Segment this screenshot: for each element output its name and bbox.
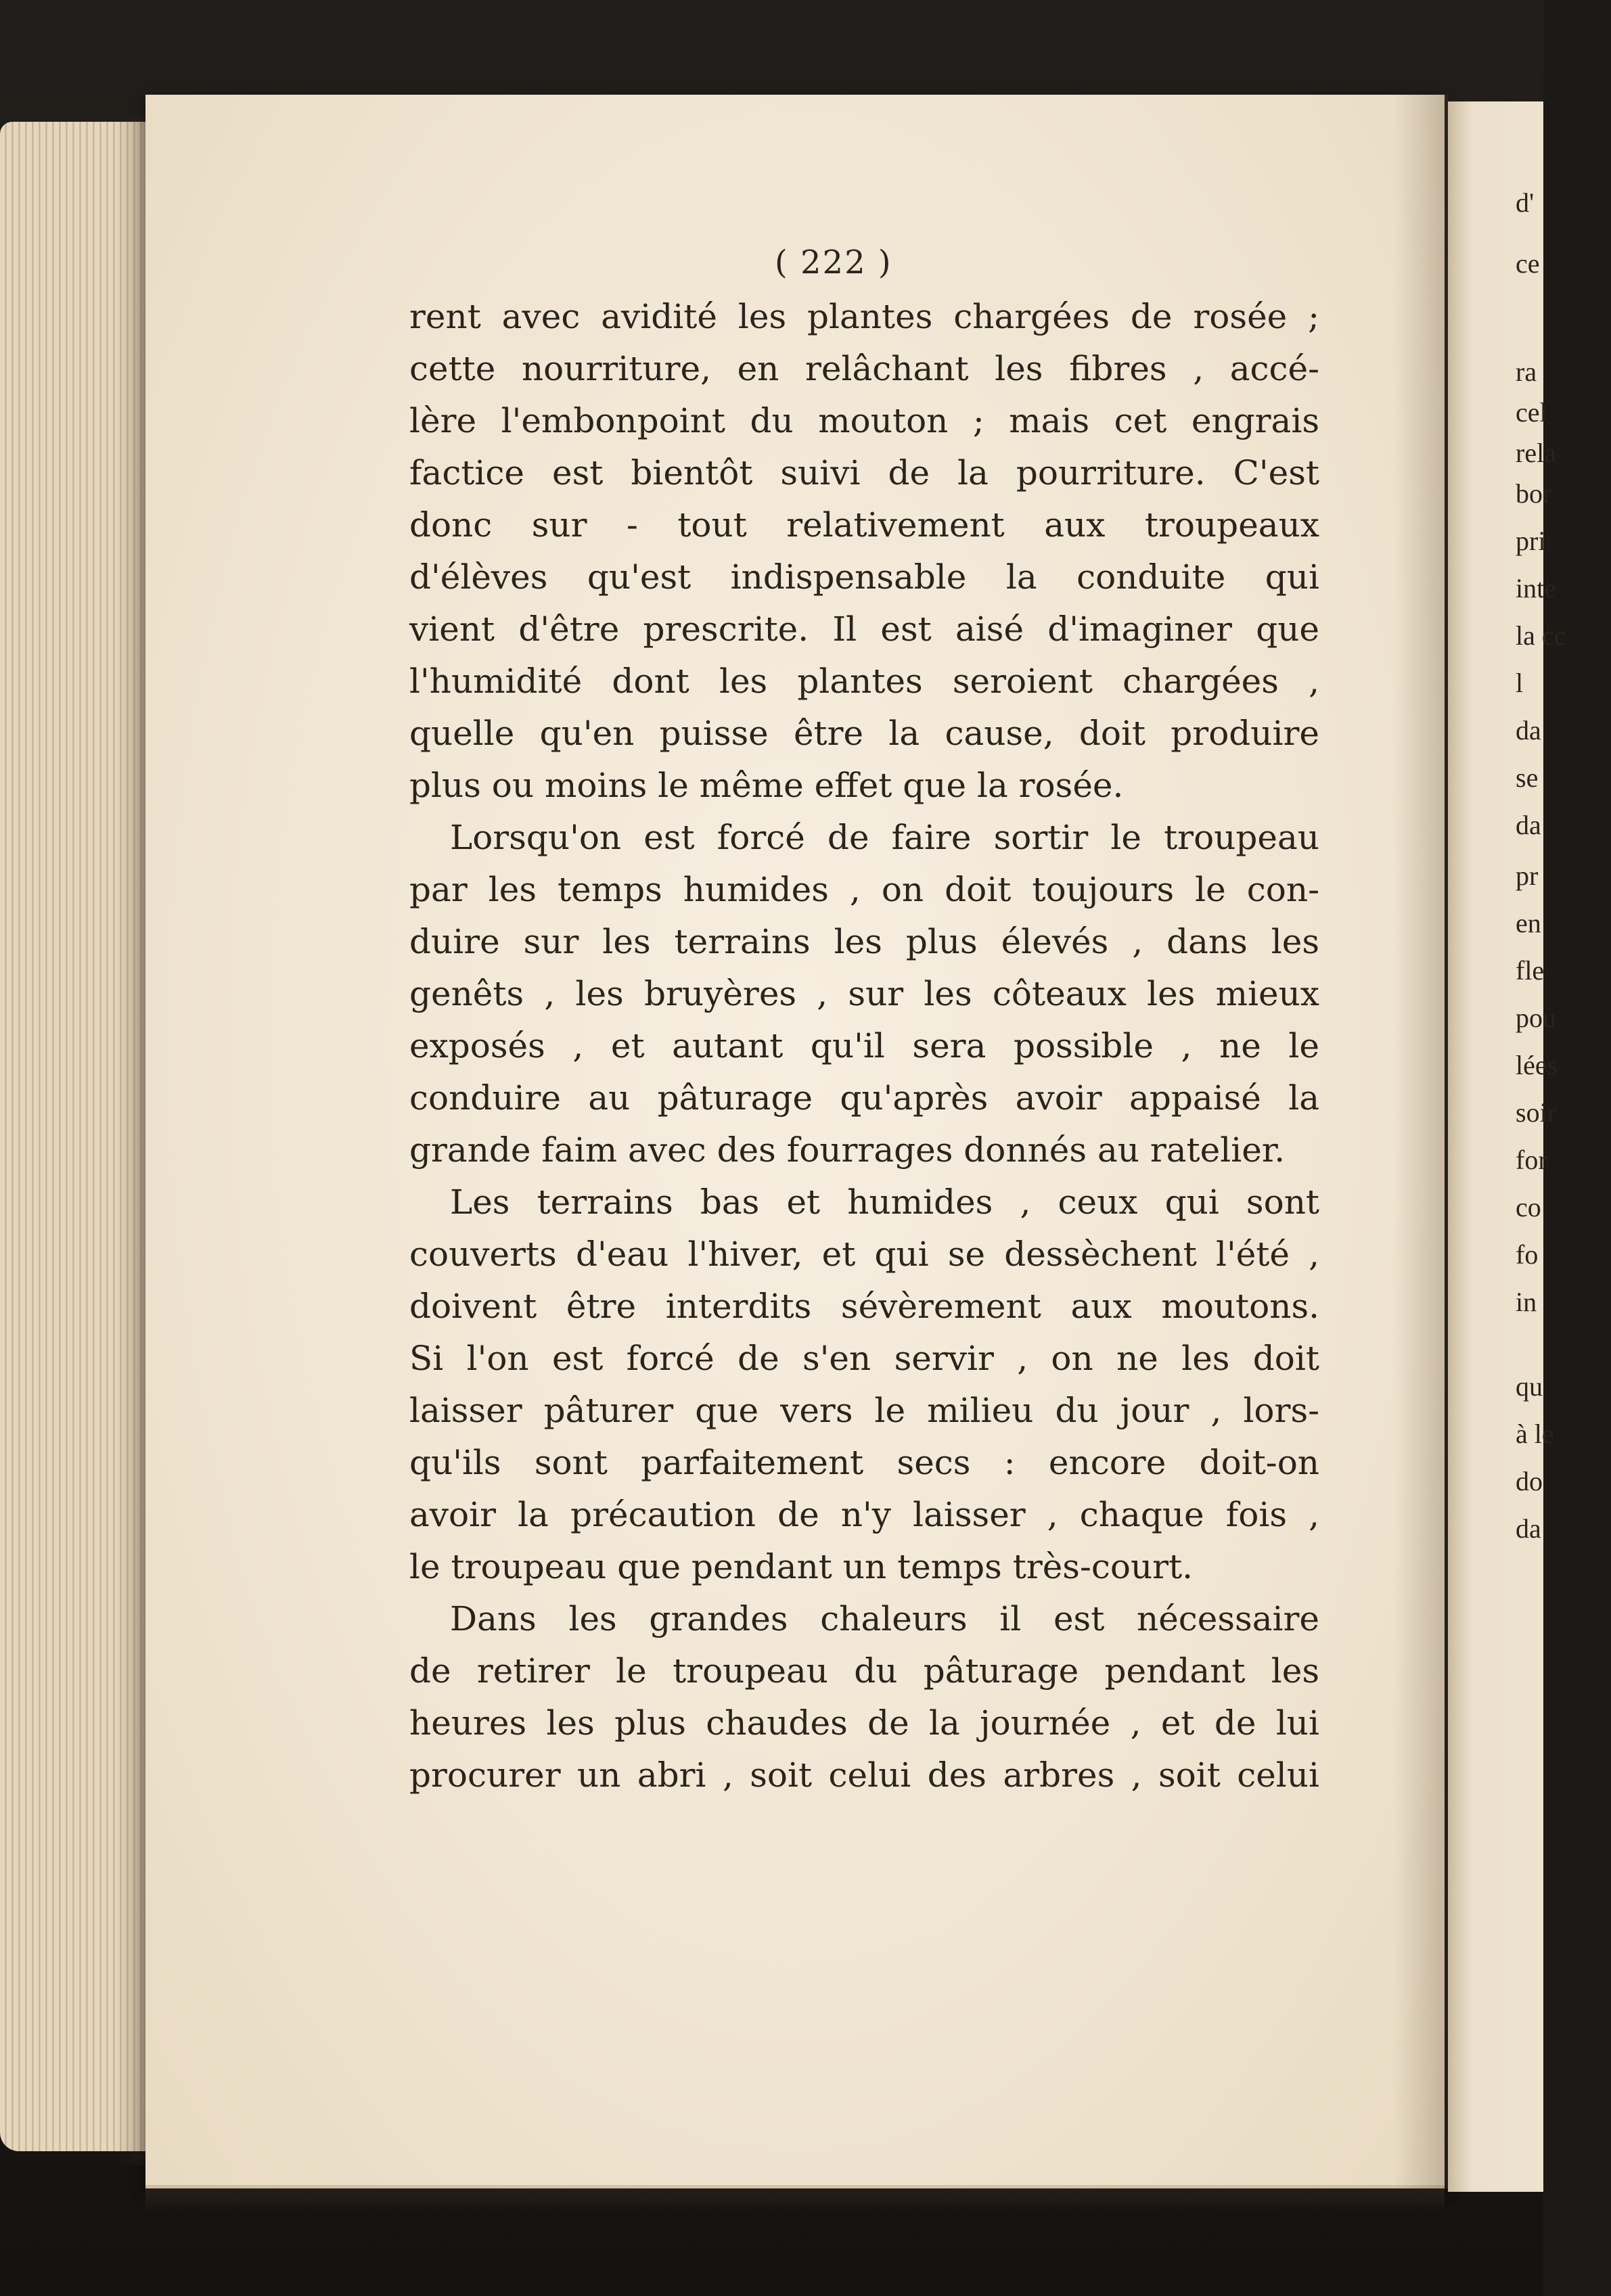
text-line: couverts d'eau l'hiver, et qui se dessèchent l'été , bbox=[409, 1235, 1319, 1274]
text-line: heures les plus chaudes de la journée , et de lui bbox=[409, 1703, 1319, 1743]
text-line: duire sur les terrains les plus élevés , dans les bbox=[409, 922, 1319, 961]
text-line: quelle qu'en puisse être la cause, doit produire bbox=[409, 714, 1319, 753]
text-line: cette nourriture, en relâchant les fibres , accé- bbox=[409, 349, 1319, 388]
facing-page-fragment: bor bbox=[1516, 478, 1552, 509]
text-line: vient d'être prescrite. Il est aisé d'imaginer que bbox=[409, 610, 1319, 649]
facing-page-fragment: rela bbox=[1516, 438, 1556, 468]
text-line: conduire au pâturage qu'après avoir appaisé la bbox=[409, 1078, 1319, 1118]
facing-page-fragment: l bbox=[1516, 668, 1524, 698]
text-line: qu'ils sont parfaitement secs : encore doit-on bbox=[409, 1443, 1319, 1482]
facing-page-fragment: da bbox=[1516, 715, 1541, 745]
facing-page-fragment: lées bbox=[1516, 1050, 1558, 1080]
facing-page-fragment: co bbox=[1516, 1192, 1541, 1222]
facing-page-fragment: pou bbox=[1516, 1003, 1556, 1033]
facing-page-fragment: d' bbox=[1516, 187, 1535, 218]
text-line: procurer un abri , soit celui des arbres , soit celui bbox=[409, 1755, 1319, 1795]
text-line: donc sur - tout relativement aux troupeaux bbox=[409, 505, 1319, 545]
text-line: lère l'embonpoint du mouton ; mais cet engrais bbox=[409, 401, 1319, 440]
facing-page-fragment: se bbox=[1516, 762, 1539, 793]
facing-page-fragment: en bbox=[1516, 908, 1541, 938]
text-line: Les terrains bas et humides , ceux qui sont bbox=[450, 1183, 1319, 1222]
facing-page-fragment: la cc bbox=[1516, 620, 1566, 651]
facing-page-fragment: for bbox=[1516, 1145, 1547, 1175]
facing-page-fragment: soir bbox=[1516, 1097, 1556, 1128]
text-line: le troupeau que pendant un temps très-court. bbox=[409, 1547, 1194, 1586]
facing-page-fragment: fo bbox=[1516, 1239, 1539, 1270]
text-line: Lorsqu'on est forcé de faire sortir le troupeau bbox=[450, 818, 1319, 857]
text-line: plus ou moins le même effet que la rosée. bbox=[409, 766, 1124, 805]
text-line: d'élèves qu'est indispensable la conduite qui bbox=[409, 557, 1319, 597]
facing-page-fragment: à le bbox=[1516, 1419, 1554, 1449]
facing-page-fragment: ra bbox=[1516, 357, 1537, 387]
facing-page-fragment: pri bbox=[1516, 526, 1546, 556]
page-gutter-shadow bbox=[1394, 95, 1448, 2188]
text-line: exposés , et autant qu'il sera possible , ne le bbox=[409, 1026, 1319, 1065]
body-text bbox=[409, 291, 1319, 1801]
text-line: de retirer le troupeau du pâturage pendant les bbox=[409, 1651, 1319, 1691]
facing-page-fragment: cel bbox=[1516, 397, 1547, 428]
text-line: Si l'on est forcé de s'en servir , on ne les doit bbox=[409, 1339, 1319, 1378]
page-number: ( 222 ) bbox=[775, 244, 892, 281]
facing-page bbox=[1448, 101, 1566, 2192]
text-line: avoir la précaution de n'y laisser , chaque fois , bbox=[409, 1495, 1319, 1534]
text-line: Dans les grandes chaleurs il est nécessaire bbox=[450, 1599, 1319, 1638]
page-bottom-edge bbox=[145, 2185, 1445, 2212]
text-line: grande faim avec des fourrages donnés au ratelier. bbox=[409, 1130, 1286, 1170]
text-line: l'humidité dont les plantes seroient chargées , bbox=[409, 662, 1319, 701]
text-line: rent avec avidité les plantes chargées de rosée ; bbox=[409, 297, 1319, 336]
facing-page-fragment: inte bbox=[1516, 573, 1556, 603]
facing-page-fragment: ce bbox=[1516, 248, 1540, 279]
text-line: par les temps humides , on doit toujours le con- bbox=[409, 870, 1319, 909]
facing-page-fragment: do bbox=[1516, 1466, 1543, 1496]
facing-page-fragment: qu bbox=[1516, 1371, 1543, 1402]
facing-page-fragment: pr bbox=[1516, 860, 1539, 891]
facing-page-fragment: da bbox=[1516, 810, 1541, 840]
facing-page-fragment: fle bbox=[1516, 955, 1545, 986]
facing-page-fragment: in bbox=[1516, 1287, 1537, 1317]
text-line: laisser pâturer que vers le milieu du jour , lors- bbox=[409, 1391, 1319, 1430]
text-line: factice est bientôt suivi de la pourriture. C'est bbox=[409, 453, 1319, 492]
facing-page-fragment: da bbox=[1516, 1513, 1541, 1544]
text-line: doivent être interdits sévèrement aux moutons. bbox=[409, 1287, 1319, 1326]
text-line: genêts , les bruyères , sur les côteaux les mieux bbox=[409, 974, 1319, 1013]
